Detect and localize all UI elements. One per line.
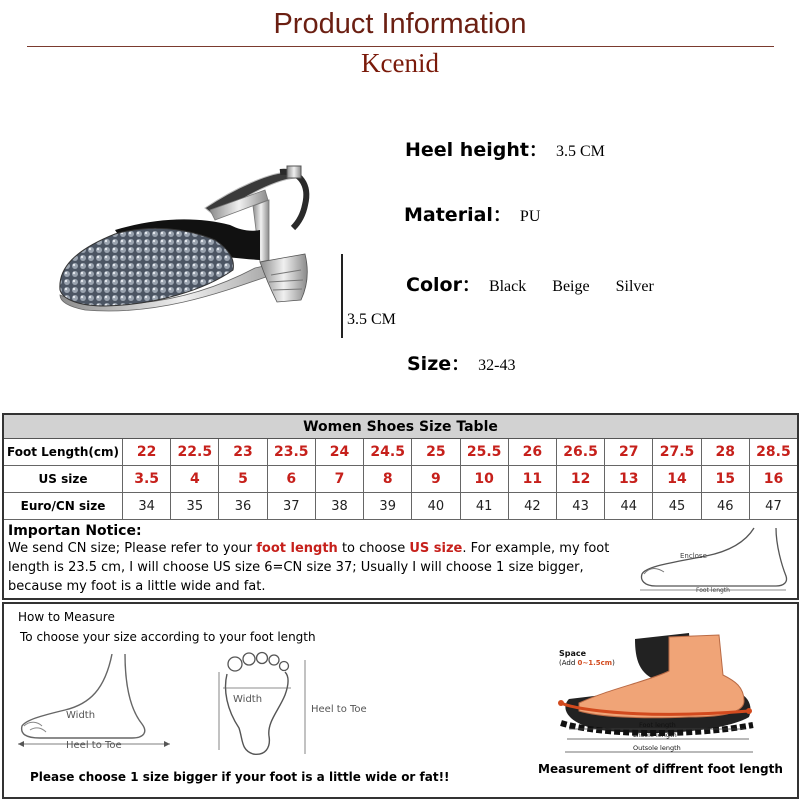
how-to-measure [2, 602, 799, 799]
notice-text-part: . For example, my foot length is 23.5 cm, I will choose US size 6=CN size 37; Usually I will choose 1 size bigger, because my foot is a little wide and fat. [8, 541, 610, 594]
size-table [2, 413, 799, 600]
measure-subtitle: To choose your size according to your foot length [20, 630, 316, 644]
spec-size-value: 32-43 [478, 357, 516, 374]
measure-title: How to Measure [18, 610, 115, 624]
notice-text-part: We send CN size; Please refer to your [8, 541, 257, 556]
brand-name: Kcenid [361, 48, 439, 78]
table-cell: 41 [461, 493, 509, 519]
page-title: Product Information [273, 8, 527, 40]
table-cell: 24.5 [364, 439, 412, 465]
fig3-insole-length: Lnsole length [633, 731, 677, 739]
row-header: US size [4, 466, 123, 492]
table-cell: 24 [316, 439, 364, 465]
table-cell: 9 [412, 466, 460, 492]
table-cell: 43 [557, 493, 605, 519]
fig3-add-open: (Add [559, 659, 578, 667]
foot-side-diagram [10, 654, 190, 754]
heel-height-marker [341, 254, 343, 338]
fig3-space-label: Space [559, 649, 587, 658]
table-cell: 23.5 [268, 439, 316, 465]
spec-material-label: Material： [404, 204, 512, 226]
fig3-add-close: ) [612, 659, 615, 667]
heel-height-label: 3.5 CM [347, 311, 396, 328]
table-cell: 26.5 [557, 439, 605, 465]
fig3-add-label [559, 659, 615, 667]
spec-size-label: Size： [407, 353, 471, 375]
table-cell: 11 [509, 466, 557, 492]
spec-heel-height-label: Heel height： [405, 139, 548, 161]
spec-color-black: Black [488, 278, 527, 295]
size-notice [4, 520, 797, 598]
table-cell: 23 [219, 439, 267, 465]
table-cell: 28 [702, 439, 750, 465]
table-cell: 8 [364, 466, 412, 492]
notice-highlight-foot-length: foot length [256, 541, 338, 556]
table-cell: 46 [702, 493, 750, 519]
table-cell: 14 [653, 466, 701, 492]
diagram-caption: Measurement of diffrent foot length [538, 762, 783, 776]
spec-material-value: PU [519, 208, 541, 225]
table-cell: 34 [123, 493, 171, 519]
fig1-width-label: Width [66, 710, 96, 721]
table-cell: 10 [461, 466, 509, 492]
table-cell: 16 [763, 471, 784, 487]
table-cell: 6 [268, 466, 316, 492]
table-row-foot-length [4, 439, 797, 466]
table-cell: 25 [412, 439, 460, 465]
size-table-title: Women Shoes Size Table [4, 415, 797, 439]
table-cell: 7 [316, 466, 364, 492]
notice-text [8, 539, 636, 596]
notice-highlight-us-size: US size [409, 541, 463, 556]
table-cell: 12 [557, 466, 605, 492]
title-divider [27, 46, 774, 47]
spec-color-silver: Silver [615, 278, 654, 295]
spec-material [404, 200, 540, 227]
table-cell: 44 [605, 493, 653, 519]
table-cell: 42 [509, 493, 557, 519]
shoe-image [55, 150, 340, 320]
spec-heel-height-value: 3.5 CM [555, 143, 605, 160]
notice-title: Importan Notice: [8, 523, 142, 539]
notice-art-enclose: Enclose [680, 552, 707, 560]
fig3-add-range: 0~1.5cm [577, 659, 613, 667]
table-row-us-size [4, 466, 797, 493]
table-cell: 40 [412, 493, 460, 519]
table-cell: 28.5 [756, 444, 791, 460]
table-cell: 4 [171, 466, 219, 492]
table-cell: 26 [509, 439, 557, 465]
foot-side-illustration [636, 526, 796, 594]
table-cell: 39 [364, 493, 412, 519]
table-cell: 45 [653, 493, 701, 519]
notice-text-part: to choose [337, 541, 410, 556]
fig3-foot-length: Foot length [639, 721, 676, 729]
fig1-heel-to-toe-label: Heel to Toe [66, 740, 122, 751]
table-cell: 35 [171, 493, 219, 519]
table-cell: 27.5 [653, 439, 701, 465]
notice-art-foot-length: Foot length [696, 587, 730, 594]
table-cell: 22 [123, 439, 171, 465]
spec-color-label: Color： [406, 274, 481, 296]
table-cell: 5 [219, 466, 267, 492]
foot-in-shoe-diagram [539, 619, 779, 759]
table-cell: 15 [702, 466, 750, 492]
table-cell: 37 [268, 493, 316, 519]
fig3-outsole-length: Outsole length [633, 744, 681, 752]
table-cell: 27 [605, 439, 653, 465]
table-cell: 22.5 [171, 439, 219, 465]
table-cell: 38 [316, 493, 364, 519]
spec-color-beige: Beige [552, 278, 590, 295]
measure-bottom-note: Please choose 1 size bigger if your foot is a little wide or fat!! [30, 770, 450, 784]
row-header: Euro/CN size [4, 493, 123, 519]
fig2-width-label: Width [233, 694, 263, 705]
table-cell: 13 [605, 466, 653, 492]
foot-top-diagram [209, 650, 399, 760]
fig2-heel-to-toe-label: Heel to Toe [311, 704, 367, 715]
table-cell: 36 [219, 493, 267, 519]
spec-size [407, 349, 515, 376]
table-row-euro-size [4, 493, 797, 520]
spec-color [406, 270, 654, 297]
spec-heel-height [405, 135, 605, 162]
row-header: Foot Length(cm) [4, 439, 123, 465]
table-cell: 25.5 [461, 439, 509, 465]
table-cell: 47 [765, 498, 782, 514]
table-cell: 3.5 [123, 466, 171, 492]
